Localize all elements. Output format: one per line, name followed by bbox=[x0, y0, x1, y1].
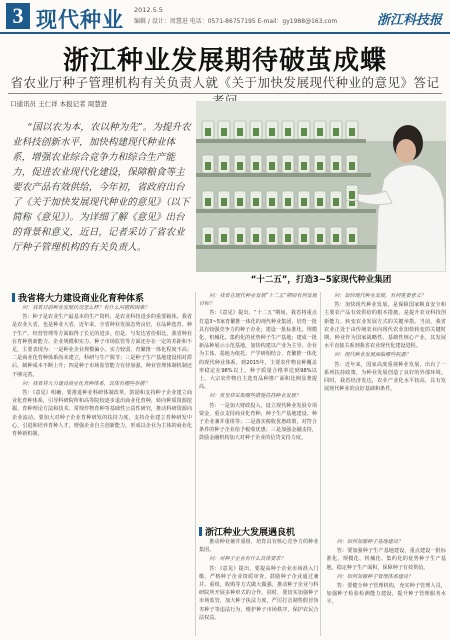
question: 问：加快现代种业发展，有何重要意义？ bbox=[334, 293, 426, 299]
section-title: 现代种业 bbox=[36, 7, 124, 32]
question: 问：我省将大力建设商业化育种体系，具体有哪些举措？ bbox=[22, 380, 150, 387]
question: 问：我省目前种业发展状况怎么样？有什么问题和困难？ bbox=[22, 305, 150, 311]
divider bbox=[8, 93, 442, 94]
question: 问：对种子企业有什么具体要求？ bbox=[209, 556, 286, 563]
answer: 答：《意见》明确，要推进种业科研体制改革，鼓励和支持种子企业建立商业化育种体系，引导科研院所和高等院校逐步退出商业化育种，转向种质资源挖掘、育种理论方法和技术、常规作物育种等基础性公益性研究，推动科研资源向企业流动。要加大对种子企业育种研发的扶持力度，支持企业建立育种研发中心，引进和培养育种人才，增强企业自主创新能力，形成以企业为主体的商业化育种新机制。 bbox=[12, 390, 192, 438]
question: 问：省里将采取哪些措施扶持种业发展？ bbox=[209, 393, 301, 400]
editor-contact: 编辑 / 设计：周慧进 电话：0571-86757195 E-mail：gy1988@163.com bbox=[134, 18, 338, 25]
page-number: 3 bbox=[6, 3, 30, 29]
answer: 答：要加强种子生产基地建设，重点建设一批标准化、规模化、机械化、集约化的优势种子生产基地，稳定种子生产面积，保障种子有效供给。 bbox=[326, 548, 446, 571]
article-column-4 bbox=[199, 538, 446, 636]
issue-date: 2012.5.5 bbox=[134, 6, 163, 14]
photo-illustration bbox=[196, 101, 446, 272]
intro-paragraph: “国以农为本，农以种为先”。为提升农业科技创新水平，加快构建现代种业体系，增强农业综合竞争力和综合生产能力，促进农业现代化建设，保障粮食等主要农产品有效供给，今年初，省政府出台了《关于加快发展现代种业的意见》（以下简称《意见》）。为详细了解《意见》出台的背景和意义，近日，记者采访了省农业厅种子管理机构的有关负责人。 bbox=[12, 122, 191, 253]
answer: 答：《意见》提出，“十二五”期间，我省将重点打造3~5家育繁推一体化的现代种业集团，培育一批具有较强竞争力的种子企业；建设一批标准化、规模化、机械化、集约化的优势种子生产基地；建成一批新品种展示示范基地，加快构建以产业为主导、企业为主体、基地为依托、产学研相结合、育繁推一体化的现代种业体系。到2015年，主要农作物良种覆盖率稳定在98%以上，种子质量合格率达到98%以上，大宗农作物自主选育品种推广面积比例显著提高。 bbox=[199, 310, 317, 391]
seedling-lab-photo bbox=[196, 101, 446, 272]
answer: 答：种子是农业生产最基本的生产资料，是农业科技进步的重要载体。我省是农业大省，也是种业大省，近年来，全省种业发展态势良好，在品种选育、种子生产、经营管理等方面取得了长足的进步。但是，与发达省份相比，我省种业在育种创新能力、企业规模和实力、种子市场监管等方面还存在一定的差距和不足，主要表现为：一是种业企业规模偏小、实力较弱，育繁推一体化程度不高；二是商业化育种体系尚未建立，科研与生产脱节；三是种子生产基地建设相对滞后，制种成本不断上升；四是种子市场监管能力有待加强，种业管理体制机制还不够完善。 bbox=[12, 314, 192, 378]
headline: 浙江种业发展期待破茧成蝶 bbox=[62, 46, 387, 76]
answer: 答：加快现代种业发展，是保障国家粮食安全和主要农产品有效供给的根本措施，是提升农业科技创新能力、转变农业发展方式的关键举措。当前，我省农业正处于由传统农业向现代农业加快转变的关键时期，种业作为国家战略性、基础性核心产业，其发展水平直接关系到我省农业现代化建设进程。 bbox=[324, 302, 446, 350]
question: 问：我省在现代种业发展“十二五”期间有何发展目标？ bbox=[199, 293, 317, 308]
answer: 答：要健全种子管理机构，充实种子管理人员，加强种子检验检测能力建设，提升种子管理服务水平。 bbox=[326, 583, 446, 606]
answer: 答：《意见》提出，要提高种子企业市场准入门槛，严格种子企业资质审查，鼓励种子企业通过兼并、重组、收购等方式做大做强，推动种子企业与科研院所开展多种形式的合作。同时，要切实加强种子市场监管，加大种子执法力度，严厉打击制售假冒伪劣种子等违法行为，维护种子市场秩序，保护农民合法权益。 bbox=[199, 565, 319, 621]
newspaper-logo: 浙江科技报 bbox=[376, 13, 442, 28]
photo-caption: “十二五”，打造3~5家现代种业集团 bbox=[250, 275, 392, 285]
article-column-2 bbox=[199, 292, 317, 522]
answer: 答：近年来，国家高度重视种业发展，出台了一系列扶持政策，为种业发展创造了良好的外部环境。同时，我省经济发达，农业产业化水平较高，具有发展现代种业的良好基础和条件。 bbox=[324, 361, 446, 393]
article-column-3 bbox=[324, 292, 446, 522]
question: 问：现代种业发展面临哪些机遇？ bbox=[334, 352, 411, 359]
answer: 推动种业兼并重组，培育具有核心竞争力的种业集团。 bbox=[199, 539, 319, 554]
answer: 答：一是加大财政投入，设立现代种业发展专项资金，重点支持商业化育种、种子生产基地建设、种子企业兼并重组等；二是落实税收优惠政策，对符合条件的种子企业给予税收优惠；三是加强金融支持，鼓励金融机构加大对种子企业的信贷支持力度。 bbox=[199, 402, 317, 442]
article-column-1 bbox=[12, 304, 192, 636]
subheadline: 省农业厅种子管理机构有关负责人就《关于加快发展现代种业的意见》答记 bbox=[10, 75, 440, 90]
section-heading-2: 浙江种业大发展遇良机 bbox=[199, 525, 399, 538]
question: 问：如何加强种子管理体系建设？ bbox=[336, 573, 414, 580]
column-divider bbox=[195, 292, 196, 636]
byline: 口通讯员 王仁祥 本报记者 周慧进 bbox=[10, 100, 108, 108]
question: 问：如何加强种子基地建设？ bbox=[336, 539, 403, 545]
section-heading-1: 我省将大力建设商业化育种体系 bbox=[12, 291, 192, 304]
